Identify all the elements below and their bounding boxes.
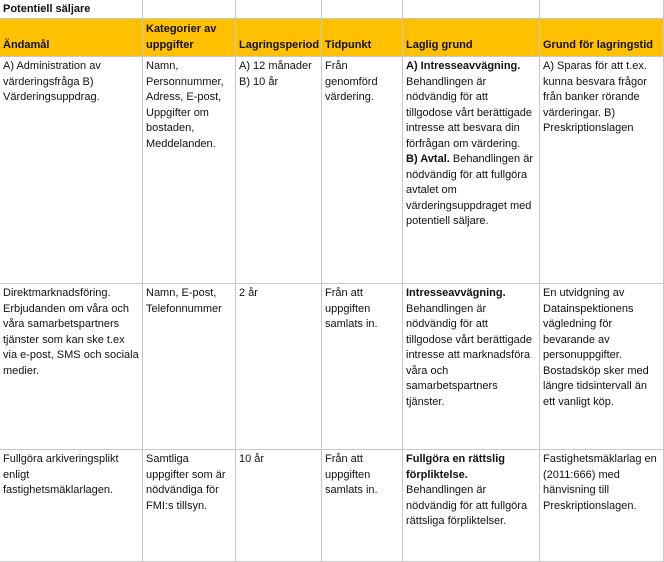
row1-lagringstid: A) Sparas för att t.ex. kunna besvara frågor från banker rörande värderingar. B) Preskriptionslagen <box>540 57 664 284</box>
row3-lagringstid: Fastighetsmäklarlag en (2011:666) med hänvisning till Preskriptionslagen. <box>540 450 664 562</box>
row1-grund-a-bold: A) Intresseavvägning. <box>406 60 521 72</box>
row1-kategorier: Namn, Personnummer, Adress, E-post, Uppgifter om bostaden, Meddelanden. <box>143 57 236 284</box>
row2-grund-text: Behandlingen är nödvändig för att tillgodose vårt berättigade intresse att marknadsföra våra och samarbetspartners tjänster. <box>406 302 532 408</box>
row3-grund-bold: Fullgöra en rättslig förpliktelse. <box>406 453 506 481</box>
header-kategorier: Kategorier av uppgifter <box>143 19 236 57</box>
title-row-blank <box>236 0 322 19</box>
header-lagringsperiod: Lagringsperiod <box>236 19 322 57</box>
row3-andamal: Fullgöra arkiveringsplikt enligt fastighetsmäklarlagen. <box>0 450 143 562</box>
row1-andamal: A) Administration av värderingsfråga B) Värderingsuppdrag. <box>0 57 143 284</box>
row1-grund-a <box>406 59 536 152</box>
row1-grund-b-text: Behandlingen är nödvändig för att fullgöra avtalet om värderingsuppdraget med potentiell säljare. <box>406 153 533 227</box>
row2-andamal: Direktmarknadsföring. Erbjudanden om våra och våra samarbetspartners tjänster som kan ske t.ex via e-post, SMS och sociala medier. <box>0 284 143 450</box>
row3-lagringsperiod: 10 år <box>236 450 322 562</box>
row1-lagringsperiod-a: A) 12 månader <box>239 60 312 72</box>
header-andamal: Ändamål <box>0 19 143 57</box>
row1-grund-b-bold: B) Avtal. <box>406 153 450 165</box>
row1-tidpunkt: Från genomförd värdering. <box>322 57 403 284</box>
row1-lagringsperiod-b: B) 10 år <box>239 75 279 88</box>
row2-lagringsperiod: 2 år <box>236 284 322 450</box>
row2-tidpunkt: Från att uppgiften samlats in. <box>322 284 403 450</box>
row3-laglig-grund <box>403 450 540 562</box>
row2-lagringstid: En utvidgning av Datainspektionens vägledning för bevarande av personuppgifter. Bostadsköp sker med längre tidsintervall än ett vanligt köp. <box>540 284 664 450</box>
row3-kategorier: Samtliga uppgifter som är nödvändiga för FMI:s tillsyn. <box>143 450 236 562</box>
row1-grund-b <box>406 152 536 230</box>
row1-lagringsperiod <box>236 57 322 284</box>
title-row-blank <box>143 0 236 19</box>
row2-kategorier: Namn, E-post, Telefonnummer <box>143 284 236 450</box>
row2-grund-bold: Intresseavvägning. <box>406 287 506 299</box>
row3-tidpunkt: Från att uppgiften samlats in. <box>322 450 403 562</box>
title-row-blank <box>540 0 664 19</box>
row2-laglig-grund <box>403 284 540 450</box>
row1-grund-a-text: Behandlingen är nödvändig för att tillgodose vårt berättigade intresse att besvara din förfrågan om värdering. <box>406 75 532 150</box>
sheet-title: Potentiell säljare <box>0 0 143 19</box>
header-grund-lagringstid: Grund för lagringstid <box>540 19 664 57</box>
row3-grund-text: Behandlingen är nödvändig för att fullgöra rättsliga förpliktelser. <box>406 484 528 527</box>
row1-laglig-grund <box>403 57 540 284</box>
header-tidpunkt: Tidpunkt <box>322 19 403 57</box>
title-row-blank <box>403 0 540 19</box>
title-row-blank <box>322 0 403 19</box>
header-laglig-grund: Laglig grund <box>403 19 540 57</box>
